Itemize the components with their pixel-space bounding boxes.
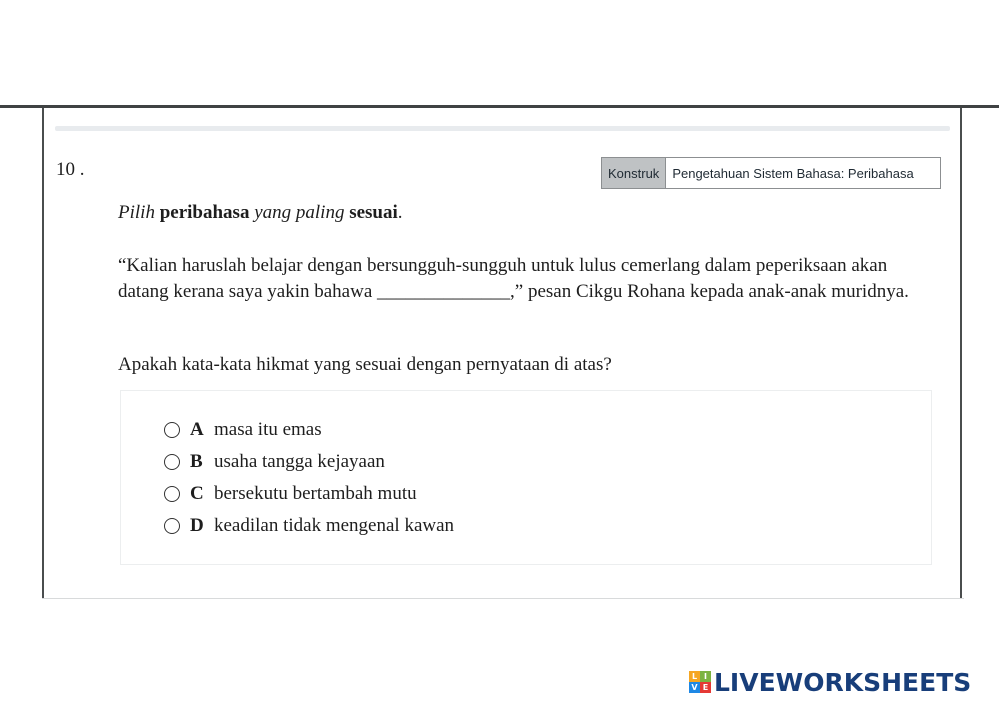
- frame-bottom-rule: [42, 598, 964, 599]
- option-b[interactable]: [164, 450, 385, 474]
- radio-icon[interactable]: [164, 454, 180, 470]
- option-letter: D: [190, 515, 204, 536]
- instruction: [118, 202, 403, 224]
- passage: [118, 253, 930, 305]
- options-box: [120, 390, 932, 565]
- question-prompt: Apakah kata-kata hikmat yang sesuai dengan pernyataan di atas?: [118, 354, 612, 375]
- option-letter: B: [190, 451, 203, 472]
- radio-icon[interactable]: [164, 518, 180, 534]
- option-letter: A: [190, 419, 204, 440]
- construct-label: Konstruk: [602, 158, 666, 188]
- instruction-part5: .: [397, 202, 403, 223]
- header-divider: [55, 126, 950, 131]
- construct-value: Pengetahuan Sistem Bahasa: Peribahasa: [666, 158, 940, 188]
- option-text: bersekutu bertambah mutu: [214, 483, 417, 504]
- radio-icon[interactable]: [164, 486, 180, 502]
- option-text: masa itu emas: [214, 419, 322, 440]
- option-letter: C: [190, 483, 204, 504]
- radio-icon[interactable]: [164, 422, 180, 438]
- logo-letter: V: [689, 682, 700, 693]
- option-text: keadilan tidak mengenal kawan: [214, 515, 455, 536]
- instruction-part3: yang paling: [254, 202, 345, 223]
- option-c[interactable]: [164, 482, 417, 506]
- logo-text: LIVEWORKSHEETS: [714, 667, 972, 697]
- liveworksheets-logo: [689, 665, 971, 699]
- passage-text-after: ,” pesan Cikgu Rohana kepada anak-anak muridnya.: [510, 281, 909, 302]
- logo-letter: E: [700, 682, 711, 693]
- passage-text-before: “Kalian haruslah belajar dengan bersungguh-sungguh untuk lulus cemerlang dalam peperiksaan akan datang kerana saya yakin bahawa: [118, 255, 888, 302]
- logo-letter: L: [689, 671, 700, 682]
- instruction-part2: peribahasa: [159, 202, 250, 223]
- option-text: usaha tangga kejayaan: [214, 451, 385, 472]
- instruction-part4: sesuai: [349, 202, 398, 223]
- logo-grid-icon: [689, 671, 711, 693]
- logo-letter: I: [700, 671, 711, 682]
- question-number: 10 .: [56, 159, 85, 180]
- instruction-part1: Pilih: [118, 202, 155, 223]
- option-a[interactable]: [164, 418, 322, 442]
- construct-tag: [601, 157, 941, 189]
- passage-blank: ______________: [377, 281, 511, 302]
- option-d[interactable]: [164, 514, 454, 538]
